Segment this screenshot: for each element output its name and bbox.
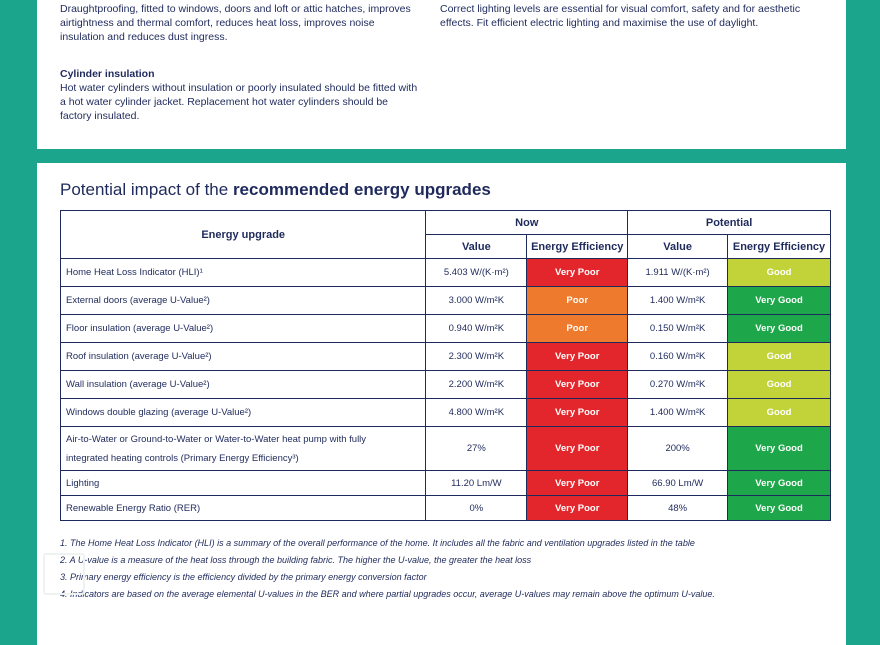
potential-rating-badge: Good: [728, 343, 831, 371]
cylinder-insulation-heading: Cylinder insulation: [60, 68, 155, 80]
header-potential-value: Value: [628, 235, 728, 259]
section-title-bold: recommended energy upgrades: [232, 180, 491, 199]
footnotes: [60, 535, 840, 603]
now-value: 3.000 W/m²K: [426, 287, 527, 315]
header-potential-efficiency: Energy Efficiency: [728, 235, 831, 259]
table-row: [61, 315, 831, 343]
potential-rating-badge: Very Good: [728, 496, 831, 521]
footnote-1: 1. The Home Heat Loss Indicator (HLI) is a summary of the overall performance of the home. It includes all the fabric and ventilation upgrades listed in the table: [60, 538, 695, 548]
potential-value: 0.150 W/m²K: [628, 315, 728, 343]
section-title: [60, 180, 491, 200]
now-value: 2.300 W/m²K: [426, 343, 527, 371]
now-rating-badge: Very Poor: [527, 471, 628, 496]
table-row: [61, 287, 831, 315]
now-rating-badge: Very Poor: [527, 427, 628, 471]
now-value: 11.20 Lm/W: [426, 471, 527, 496]
now-rating-badge: Very Poor: [527, 343, 628, 371]
potential-rating-badge: Good: [728, 259, 831, 287]
cylinder-insulation-block: [60, 67, 420, 123]
row-label: Lighting: [61, 471, 426, 496]
upgrade-info-panel: [37, 0, 846, 149]
potential-value: 66.90 Lm/W: [628, 471, 728, 496]
now-rating-badge: Poor: [527, 287, 628, 315]
footnote-3: 3. Primary energy efficiency is the efficiency divided by the primary energy conversion factor: [60, 572, 427, 582]
potential-value: 200%: [628, 427, 728, 471]
table-row: [61, 371, 831, 399]
section-title-prefix: Potential impact of the: [60, 180, 233, 199]
now-rating-badge: Very Poor: [527, 259, 628, 287]
potential-rating-badge: Very Good: [728, 287, 831, 315]
table-row: [61, 471, 831, 496]
now-value: 27%: [426, 427, 527, 471]
potential-value: 1.911 W/(K·m²): [628, 259, 728, 287]
draughtproofing-text: Draughtproofing, fitted to windows, doors and loft or attic hatches, improves airtightness and thermal comfort, reduces heat loss, improves noise insulation and reduces dust ingress.: [60, 3, 411, 43]
header-now: Now: [426, 211, 628, 235]
row-label-line2: integrated heating controls (Primary Energy Efficiency³): [66, 452, 299, 464]
potential-rating-badge: Very Good: [728, 471, 831, 496]
now-rating-badge: Very Poor: [527, 496, 628, 521]
header-now-efficiency: Energy Efficiency: [527, 235, 628, 259]
now-value: 0.940 W/m²K: [426, 315, 527, 343]
cylinder-insulation-text: Hot water cylinders without insulation or poorly insulated should be fitted with a hot water cylinder jacket. Replacement hot water cylinders should be factory insulated.: [60, 82, 418, 122]
row-label: Roof insulation (average U-Value²): [61, 343, 426, 371]
footnote-4: 4. Indicators are based on the average elemental U-values in the BER and where partial upgrades occur, average U-values may remain above the optimum U-value.: [60, 589, 715, 599]
row-label-line1: Air-to-Water or Ground-to-Water or Water-to-Water heat pump with fully: [66, 433, 367, 445]
now-rating-badge: Poor: [527, 315, 628, 343]
table-row: [61, 427, 831, 471]
table-row: [61, 399, 831, 427]
row-label: [61, 427, 426, 471]
energy-upgrades-panel: [37, 163, 846, 645]
potential-rating-badge: Good: [728, 399, 831, 427]
now-rating-badge: Very Poor: [527, 371, 628, 399]
potential-value: 1.400 W/m²K: [628, 287, 728, 315]
row-label: Windows double glazing (average U-Value²): [61, 399, 426, 427]
footnote-2: 2. A U-value is a measure of the heat loss through the building fabric. The higher the U-value, the greater the heat loss: [60, 555, 532, 565]
now-value: 5.403 W/(K·m²): [426, 259, 527, 287]
row-label: Renewable Energy Ratio (RER): [61, 496, 426, 521]
now-value: 2.200 W/m²K: [426, 371, 527, 399]
potential-rating-badge: Good: [728, 371, 831, 399]
potential-value: 0.270 W/m²K: [628, 371, 728, 399]
header-now-value: Value: [426, 235, 527, 259]
potential-value: 48%: [628, 496, 728, 521]
row-label: Floor insulation (average U-Value²): [61, 315, 426, 343]
potential-rating-badge: Very Good: [728, 315, 831, 343]
watermark-logo: [43, 553, 85, 595]
now-value: 0%: [426, 496, 527, 521]
table-row: [61, 259, 831, 287]
row-label: External doors (average U-Value²): [61, 287, 426, 315]
table-row: [61, 343, 831, 371]
potential-rating-badge: Very Good: [728, 427, 831, 471]
lighting-text: Correct lighting levels are essential for visual comfort, safety and for aesthetic effects. Fit efficient electric lighting and maximise the use of daylight.: [440, 3, 801, 29]
potential-value: 0.160 W/m²K: [628, 343, 728, 371]
potential-value: 1.400 W/m²K: [628, 399, 728, 427]
row-label: Home Heat Loss Indicator (HLI)¹: [61, 259, 426, 287]
table-row: [61, 496, 831, 521]
header-potential: Potential: [628, 211, 831, 235]
header-energy-upgrade: Energy upgrade: [61, 211, 426, 259]
energy-upgrades-table: [60, 210, 831, 521]
now-rating-badge: Very Poor: [527, 399, 628, 427]
now-value: 4.800 W/m²K: [426, 399, 527, 427]
row-label: Wall insulation (average U-Value²): [61, 371, 426, 399]
